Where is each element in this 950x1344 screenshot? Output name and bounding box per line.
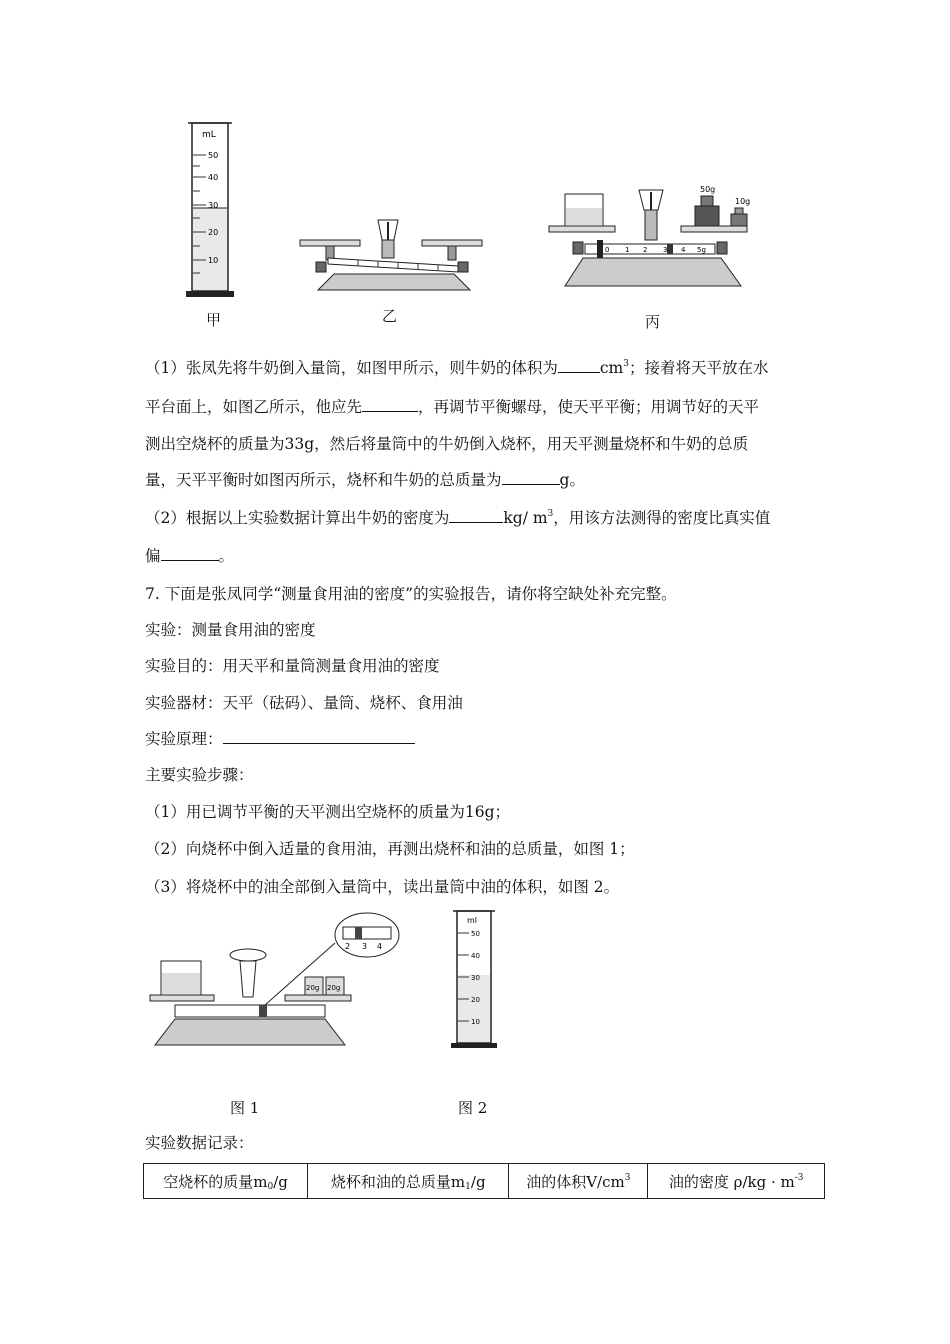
c4-sup: -3 <box>794 1172 804 1183</box>
c2-unit: /g <box>470 1172 486 1191</box>
fig2-tick-50: 50 <box>471 930 480 938</box>
q7-purpose: 实验目的：用天平和量筒测量食用油的密度 <box>145 657 440 675</box>
answer-blank-total-mass[interactable] <box>502 470 560 485</box>
q6-p2-l2a: 偏 <box>145 547 161 565</box>
figure-label-jia: 甲 <box>206 311 222 329</box>
cylinder-tick-40: 40 <box>208 173 219 182</box>
answer-blank-principle[interactable] <box>223 729 415 744</box>
q6-p1-l1b: cm <box>599 359 624 377</box>
figure-1-balance <box>145 905 400 1057</box>
figure-1-caption: 图 1 <box>230 1099 260 1117</box>
q6-part2-line1 <box>145 508 770 528</box>
q6-p2-l2b: 。 <box>218 547 235 565</box>
q6-p1-l2a: 平台面上，如图乙所示，他应先 <box>145 398 363 416</box>
rider-tick-3: 3 <box>663 246 668 254</box>
q6-p1-l1a: （1）张凤先将牛奶倒入量筒，如图甲所示，则牛奶的体积为 <box>145 359 558 377</box>
fig2-tick-40: 40 <box>471 952 480 960</box>
zoom-tick-3: 3 <box>362 942 368 951</box>
q6-part2-line2 <box>145 546 234 566</box>
c2-sub: 1 <box>465 1181 471 1192</box>
fig1-weight-2: 20g <box>327 984 341 992</box>
figure-balance-yi <box>298 210 498 292</box>
header-oil-density <box>648 1164 825 1199</box>
rider-tick-1: 1 <box>625 246 630 254</box>
q6-p1-l4a: 量，天平平衡时如图丙所示，烧杯和牛奶的总质量为 <box>145 471 502 489</box>
q7-experiment: 实验：测量食用油的密度 <box>145 621 316 639</box>
c2-text: 烧杯和油的总质量m <box>330 1172 466 1191</box>
sup-3: 3 <box>547 509 554 519</box>
q6-p1-l1c: ；接着将天平放在水 <box>629 359 769 377</box>
q6-p1-l2b: ，再调节平衡螺母，使天平平衡；用调节好的天平 <box>418 398 760 416</box>
cylinder-tick-50: 50 <box>208 151 219 160</box>
weight-10g-label: 10g <box>735 197 751 206</box>
answer-blank-first-step[interactable] <box>362 397 418 412</box>
q6-p2-l1b: kg/ m <box>503 509 548 527</box>
q6-part1-line1 <box>145 358 769 378</box>
q7-principle <box>145 729 415 749</box>
fig2-tick-20: 20 <box>471 996 480 1004</box>
c3-text: 油的体积V/cm <box>526 1172 625 1191</box>
fig2-unit-label: ml <box>467 916 478 925</box>
figure-graduated-cylinder-jia <box>180 115 240 300</box>
cylinder-tick-10: 10 <box>208 256 219 265</box>
answer-blank-bias[interactable] <box>161 546 219 561</box>
header-empty-beaker-mass <box>144 1164 308 1199</box>
q7-equipment: 实验器材：天平（砝码）、量筒、烧杯、食用油 <box>145 694 463 712</box>
q6-p2-l1a: （2）根据以上实验数据计算出牛奶的密度为 <box>145 509 450 527</box>
q7-title: 7. 下面是张凤同学“测量食用油的密度”的实验报告，请你将空缺处补充完整。 <box>145 585 677 603</box>
q6-p2-l1c: ，用该方法测得的密度比真实值 <box>553 509 771 527</box>
rider-tick-4: 4 <box>681 246 686 254</box>
c1-text: 空烧杯的质量m <box>163 1172 268 1191</box>
answer-blank-density[interactable] <box>449 508 503 523</box>
fig1-weight-1: 20g <box>306 984 320 992</box>
c3-sup: 3 <box>624 1172 631 1183</box>
figure-2-cylinder <box>445 905 505 1053</box>
header-total-mass <box>308 1164 509 1199</box>
cylinder-unit-label: mL <box>202 130 216 140</box>
data-record-table <box>143 1163 825 1199</box>
fig2-tick-10: 10 <box>471 1018 480 1026</box>
header-oil-volume <box>509 1164 648 1199</box>
q6-part1-line4 <box>145 470 585 490</box>
table-row <box>144 1164 825 1199</box>
rider-tick-0: 0 <box>605 246 610 254</box>
rider-tick-5g: 5g <box>697 246 706 254</box>
q7-steps-title: 主要实验步骤： <box>145 766 254 784</box>
fig2-tick-30: 30 <box>471 974 480 982</box>
record-title: 实验数据记录： <box>145 1134 254 1152</box>
c4-text: 油的密度 ρ/kg · m <box>668 1172 795 1191</box>
q7-step2: （2）向烧杯中倒入适量的食用油，再测出烧杯和油的总质量，如图 1； <box>145 840 635 858</box>
q7-principle-label: 实验原理： <box>145 730 223 748</box>
answer-blank-volume[interactable] <box>558 358 600 373</box>
q6-p1-l4b: g。 <box>559 471 585 489</box>
zoom-tick-2: 2 <box>345 942 351 951</box>
zoom-tick-4: 4 <box>377 942 383 951</box>
figure-label-yi: 乙 <box>382 307 398 325</box>
q7-step1: （1）用已调节平衡的天平测出空烧杯的质量为16g； <box>145 803 511 821</box>
sup-3: 3 <box>623 359 629 369</box>
q7-step3: （3）将烧杯中的油全部倒入量筒中，读出量筒中油的体积，如图 2。 <box>145 878 620 896</box>
figure-balance-bing <box>545 182 755 290</box>
weight-50g-label: 50g <box>700 185 716 194</box>
rider-tick-2: 2 <box>643 246 648 254</box>
figure-2-caption: 图 2 <box>458 1099 488 1117</box>
figure-label-bing: 丙 <box>645 313 661 331</box>
cylinder-tick-30: 30 <box>208 201 219 210</box>
c1-sub: 0 <box>267 1181 274 1192</box>
c1-unit: /g <box>273 1172 288 1191</box>
q6-part1-line3: 测出空烧杯的质量为33g，然后将量筒中的牛奶倒入烧杯，用天平测量烧杯和牛奶的总质 <box>145 435 749 453</box>
q6-part1-line2 <box>145 397 759 417</box>
cylinder-tick-20: 20 <box>208 228 219 237</box>
